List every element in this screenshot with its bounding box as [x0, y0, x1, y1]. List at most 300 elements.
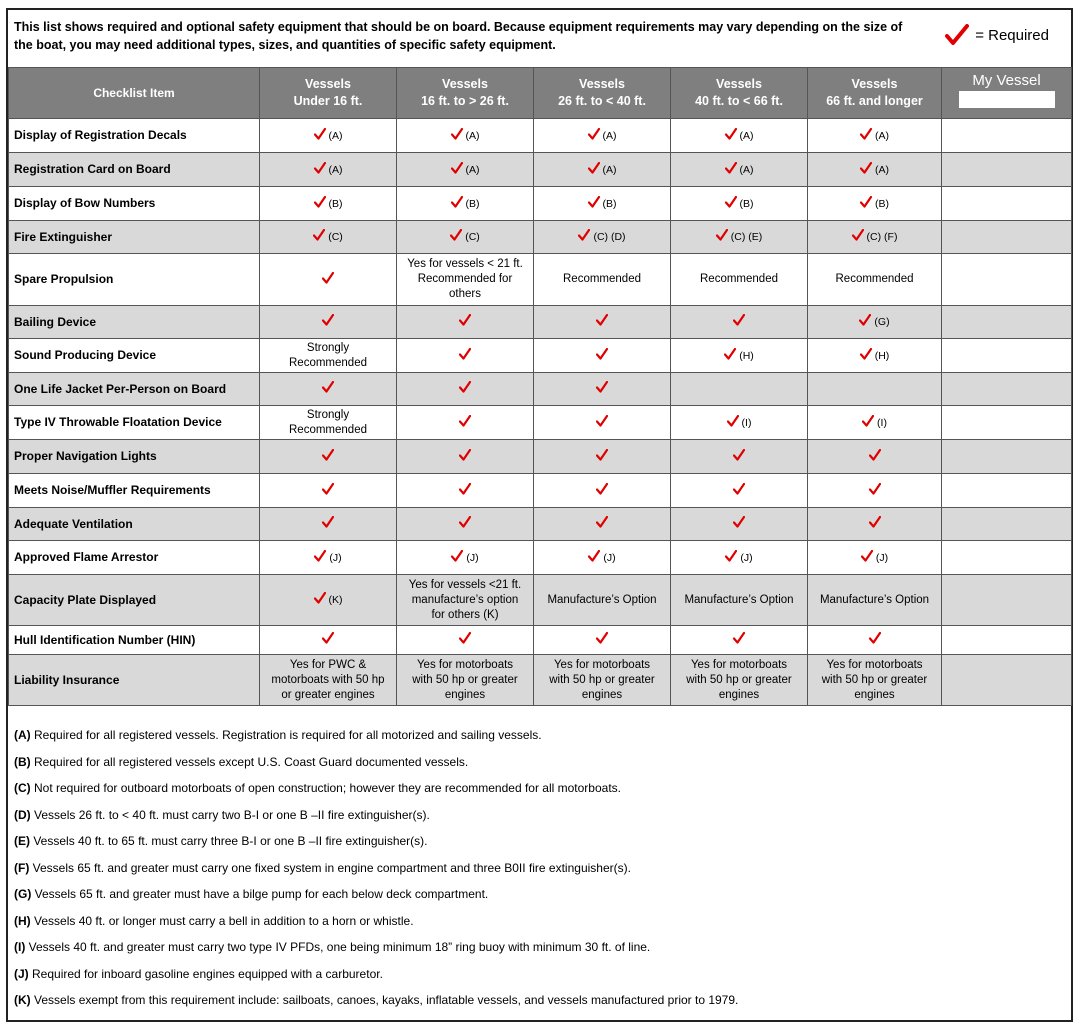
cell-text-line: for others (K)	[431, 608, 499, 621]
table-row	[9, 541, 1072, 575]
cell-text-line: Recommended	[700, 273, 778, 285]
requirement-cell	[671, 541, 808, 575]
check-icon	[314, 592, 326, 604]
note-ref: (H)	[874, 349, 890, 362]
my-vessel-cell[interactable]	[942, 541, 1072, 575]
requirement-cell	[808, 254, 942, 306]
note-ref: (C) (D)	[593, 231, 626, 243]
requirement-cell	[671, 508, 808, 541]
my-vessel-cell[interactable]	[942, 153, 1072, 187]
requirement-cell	[808, 474, 942, 508]
requirement-cell	[260, 541, 397, 575]
requirement-cell	[260, 406, 397, 440]
check-icon	[861, 550, 873, 562]
cell-text-line: others	[449, 288, 481, 300]
cell-text-line: with 50 hp or greater	[686, 673, 792, 686]
note-ref: (B)	[739, 197, 754, 210]
check-icon	[852, 229, 864, 241]
my-vessel-input[interactable]	[959, 91, 1055, 108]
requirement-cell	[534, 440, 671, 474]
cell-text-line: Recommended	[563, 273, 641, 285]
footnote-text: Required for inboard gasoline engines equipped with a carburetor.	[28, 966, 383, 981]
footnote-key: (C)	[14, 781, 31, 795]
requirement-cell	[671, 221, 808, 254]
cell-text-line: engines	[581, 688, 623, 701]
checklist-item: Spare Propulsion	[9, 254, 260, 306]
cell-text-line: Yes for vessels <21 ft.	[408, 578, 522, 591]
footnote	[14, 775, 738, 802]
check-icon	[451, 162, 463, 174]
note-ref: (A)	[602, 129, 617, 142]
my-vessel-cell[interactable]	[942, 306, 1072, 339]
intro-text: This list shows required and optional safety equipment that should be on board. Because equipment requirements may vary depending on the size of the boat, you may need additional types, sizes, and quantities of specific safety equipment.	[14, 20, 903, 52]
note-ref: (B)	[328, 197, 343, 210]
requirement-cell	[260, 254, 397, 306]
footnote	[14, 987, 738, 1014]
requirement-cell	[397, 575, 534, 626]
requirement-cell	[808, 406, 942, 440]
table-row	[9, 406, 1072, 440]
requirement-cell	[808, 626, 942, 655]
note-ref: (A)	[875, 129, 889, 142]
cell-text-line: Strongly	[306, 408, 350, 421]
footnote-key: (K)	[14, 993, 31, 1007]
footnote-text: Vessels exempt from this requirement include: sailboats, canoes, kayaks, inflatable vessels, and vessels manufactured prior to 1979.	[30, 993, 739, 1007]
requirement-cell	[671, 406, 808, 440]
requirement-cell	[808, 440, 942, 474]
checklist-item: Sound Producing Device	[9, 339, 260, 373]
footnote	[14, 908, 738, 935]
cell-text-line: engines	[854, 688, 895, 701]
note-ref: (J)	[740, 551, 753, 564]
requirement-cell	[671, 187, 808, 221]
requirement-cell	[808, 541, 942, 575]
checklist-item: Display of Bow Numbers	[9, 187, 260, 221]
footnote-text: Not required for outboard motorboats of open construction; however they are recommended for all motorboats.	[30, 781, 621, 795]
requirement-cell	[260, 655, 397, 706]
requirement-cell	[260, 508, 397, 541]
footnote-text: Vessels 26 ft. to < 40 ft. must carry two B-I or one B –II fire extinguisher(s).	[30, 807, 430, 822]
cell-text-line: Recommended	[289, 423, 367, 436]
cell-text-line: Manufacture’s Option	[547, 593, 657, 606]
check-icon	[725, 128, 737, 140]
requirement-cell	[397, 187, 534, 221]
note-ref: (H)	[739, 349, 754, 362]
check-icon	[733, 449, 745, 461]
check-icon	[322, 381, 334, 393]
header-row	[9, 68, 1072, 119]
check-icon	[860, 348, 872, 360]
requirement-cell	[260, 626, 397, 655]
footnote-text: Vessels 40 ft. to 65 ft. must carry three B-I or one B –II fire extinguisher(s).	[30, 834, 428, 848]
checklist-table	[8, 67, 1072, 706]
note-ref: (C) (F)	[866, 231, 898, 243]
footnote-key: (I)	[14, 940, 26, 954]
checklist-item: Hull Identification Number (HIN)	[9, 626, 260, 655]
legend	[945, 24, 1049, 46]
requirement-cell	[534, 187, 671, 221]
check-icon	[869, 632, 881, 644]
check-icon	[451, 550, 463, 562]
footnote-key: (A)	[14, 728, 31, 742]
table-row	[9, 221, 1072, 254]
requirement-cell	[808, 339, 942, 373]
my-vessel-cell[interactable]	[942, 187, 1072, 221]
requirement-cell	[397, 626, 534, 655]
check-icon	[733, 483, 745, 495]
check-icon	[859, 314, 871, 326]
check-icon	[727, 415, 739, 427]
requirement-cell	[671, 474, 808, 508]
footnote	[14, 802, 738, 829]
requirement-cell	[671, 575, 808, 626]
note-ref: (C) (E)	[730, 231, 763, 243]
my-vessel-cell[interactable]	[942, 440, 1072, 474]
table-row	[9, 306, 1072, 339]
cell-text-line: with 50 hp or greater	[821, 673, 928, 686]
check-icon	[733, 314, 745, 326]
check-icon	[733, 632, 745, 644]
check-icon	[578, 229, 590, 241]
footnote-text: Vessels 40 ft. or longer must carry a bell in addition to a horn or whistle.	[30, 913, 414, 928]
footnote-key: (E)	[14, 834, 30, 848]
requirement-cell	[397, 373, 534, 406]
requirement-cell	[808, 119, 942, 153]
footnote	[14, 722, 738, 749]
check-icon	[860, 162, 872, 174]
check-icon	[869, 449, 881, 461]
requirement-cell	[671, 339, 808, 373]
requirement-cell	[808, 373, 942, 406]
check-icon	[596, 381, 608, 393]
header-col-5: Vessels 66 ft. and longer	[808, 68, 942, 119]
check-icon	[322, 314, 334, 326]
my-vessel-cell[interactable]	[942, 508, 1072, 541]
note-ref: (C)	[465, 231, 480, 243]
footnotes	[14, 722, 738, 1014]
table-row	[9, 508, 1072, 541]
table-row	[9, 626, 1072, 655]
note-ref: (A)	[328, 129, 343, 142]
note-ref: (J)	[466, 551, 479, 564]
note-ref: (I)	[741, 416, 752, 429]
cell-text-line: engines	[444, 688, 486, 701]
footnote-text: Vessels 40 ft. and greater must carry two type IV PFDs, one being minimum 18” ring buoy with minimum 30 ft. of line.	[25, 940, 651, 954]
my-vessel-cell[interactable]	[942, 575, 1072, 626]
check-icon	[596, 314, 608, 326]
requirement-cell	[534, 406, 671, 440]
requirement-cell	[534, 221, 671, 254]
check-icon	[588, 550, 600, 562]
checklist-item: Meets Noise/Muffler Requirements	[9, 474, 260, 508]
requirement-cell	[397, 221, 534, 254]
check-icon	[588, 128, 600, 140]
requirement-cell	[808, 221, 942, 254]
footnote-key: (F)	[14, 860, 30, 875]
check-icon	[724, 348, 736, 360]
checklist-item: Adequate Ventilation	[9, 508, 260, 541]
requirement-cell	[534, 655, 671, 706]
cell-text-line: Manufacture’s Option	[684, 593, 794, 606]
check-icon	[596, 483, 608, 495]
header-col-1: Vessels Under 16 ft.	[260, 68, 397, 119]
check-icon	[733, 516, 745, 528]
requirement-cell	[397, 655, 534, 706]
requirement-cell	[534, 254, 671, 306]
requirement-cell	[260, 339, 397, 373]
requirement-cell	[260, 575, 397, 626]
table-row	[9, 119, 1072, 153]
check-icon	[314, 196, 326, 208]
requirement-cell	[534, 575, 671, 626]
check-icon	[459, 381, 471, 393]
my-vessel-cell[interactable]	[942, 474, 1072, 508]
requirement-cell	[534, 153, 671, 187]
table-row	[9, 254, 1072, 306]
footnote-key: (G)	[14, 887, 32, 901]
check-icon	[450, 229, 462, 241]
note-ref: (A)	[602, 163, 617, 176]
header-my-vessel: My Vessel	[942, 68, 1072, 119]
note-ref: (A)	[739, 163, 754, 176]
requirement-cell	[534, 541, 671, 575]
footnote	[14, 961, 738, 988]
requirement-cell	[397, 406, 534, 440]
my-vessel-cell[interactable]	[942, 373, 1072, 406]
check-icon	[596, 348, 608, 360]
check-icon	[322, 449, 334, 461]
checklist-item: Display of Registration Decals	[9, 119, 260, 153]
cell-text-line: with 50 hp or greater	[412, 673, 518, 686]
requirement-cell	[534, 508, 671, 541]
cell-text-line: Recommended for	[417, 273, 513, 285]
check-icon	[945, 24, 969, 46]
requirement-cell	[808, 153, 942, 187]
requirement-cell	[808, 575, 942, 626]
table-row	[9, 575, 1072, 626]
my-vessel-cell[interactable]	[942, 626, 1072, 655]
check-icon	[459, 483, 471, 495]
check-icon	[451, 128, 463, 140]
requirement-cell	[671, 626, 808, 655]
checklist-item: Registration Card on Board	[9, 153, 260, 187]
check-icon	[860, 128, 872, 140]
requirement-cell	[397, 153, 534, 187]
checklist-item: Fire Extinguisher	[9, 221, 260, 254]
table-row	[9, 339, 1072, 373]
requirement-cell	[534, 474, 671, 508]
check-icon	[459, 348, 471, 360]
footnote-key: (B)	[14, 754, 31, 769]
check-icon	[322, 483, 334, 495]
cell-text-line: Recommended	[289, 356, 367, 369]
note-ref: (B)	[602, 197, 617, 210]
requirement-cell	[260, 306, 397, 339]
cell-text-line: with 50 hp or greater	[549, 673, 655, 686]
check-icon	[322, 632, 334, 644]
note-ref: (J)	[329, 551, 342, 564]
requirement-cell	[260, 221, 397, 254]
cell-text-line: Yes for motorboats	[416, 658, 514, 671]
requirement-cell	[671, 119, 808, 153]
table-row	[9, 655, 1072, 706]
requirement-cell	[671, 655, 808, 706]
footnote-text: Required for all registered vessels except U.S. Coast Guard documented vessels.	[30, 754, 469, 769]
check-icon	[588, 162, 600, 174]
note-ref: (B)	[465, 197, 480, 210]
checklist-item: Approved Flame Arrestor	[9, 541, 260, 575]
check-icon	[725, 196, 737, 208]
footnote-key: (H)	[14, 913, 31, 928]
check-icon	[869, 516, 881, 528]
check-icon	[596, 415, 608, 427]
checklist-frame	[6, 8, 1073, 1022]
cell-text-line: Yes for PWC &	[289, 658, 367, 671]
requirement-cell	[397, 306, 534, 339]
check-icon	[322, 516, 334, 528]
requirement-cell	[260, 440, 397, 474]
requirement-cell	[397, 508, 534, 541]
check-icon	[596, 449, 608, 461]
checklist-item: Capacity Plate Displayed	[9, 575, 260, 626]
check-icon	[869, 483, 881, 495]
checklist-body	[9, 119, 1072, 706]
requirement-cell	[260, 119, 397, 153]
footnote	[14, 855, 738, 882]
check-icon	[314, 162, 326, 174]
note-ref: (K)	[328, 594, 343, 606]
requirement-cell	[534, 306, 671, 339]
requirement-cell	[534, 626, 671, 655]
note-ref: (C)	[328, 231, 343, 243]
requirement-cell	[671, 153, 808, 187]
requirement-cell	[671, 440, 808, 474]
requirement-cell	[260, 187, 397, 221]
cell-text-line: Yes for vessels < 21 ft.	[407, 258, 523, 270]
check-icon	[459, 516, 471, 528]
my-vessel-cell[interactable]	[942, 406, 1072, 440]
my-vessel-cell[interactable]	[942, 655, 1072, 706]
check-icon	[596, 516, 608, 528]
note-ref: (J)	[875, 551, 889, 564]
check-icon	[459, 314, 471, 326]
table-row	[9, 474, 1072, 508]
note-ref: (A)	[465, 163, 480, 176]
cell-text-line: or greater engines	[281, 688, 375, 701]
cell-text-line: manufacture’s option	[411, 593, 519, 606]
checklist-item: Bailing Device	[9, 306, 260, 339]
cell-text-line: Manufacture’s Option	[819, 593, 930, 606]
requirement-cell	[397, 119, 534, 153]
footnote	[14, 934, 738, 961]
check-icon	[459, 415, 471, 427]
requirement-cell	[397, 541, 534, 575]
my-vessel-cell[interactable]	[942, 119, 1072, 153]
requirement-cell	[808, 655, 942, 706]
requirement-cell	[397, 440, 534, 474]
footnote	[14, 749, 738, 776]
my-vessel-cell[interactable]	[942, 254, 1072, 306]
cell-text-line: Strongly	[306, 341, 350, 354]
requirement-cell	[260, 474, 397, 508]
table-row	[9, 440, 1072, 474]
check-icon	[860, 196, 872, 208]
requirement-cell	[260, 373, 397, 406]
requirement-cell	[671, 254, 808, 306]
cell-text-line: motorboats with 50 hp	[271, 673, 385, 686]
checklist-item: Type IV Throwable Floatation Device	[9, 406, 260, 440]
checklist-item: Liability Insurance	[9, 655, 260, 706]
header-checklist-item: Checklist Item	[9, 68, 260, 119]
footnote	[14, 881, 738, 908]
requirement-cell	[808, 306, 942, 339]
check-icon	[314, 550, 326, 562]
my-vessel-cell[interactable]	[942, 339, 1072, 373]
cell-text-line: Yes for motorboats	[553, 658, 651, 671]
legend-label: = Required	[975, 26, 1049, 44]
note-ref: (A)	[328, 163, 343, 176]
requirement-cell	[671, 306, 808, 339]
requirement-cell	[397, 474, 534, 508]
footnote-text: Required for all registered vessels. Registration is required for all motorized and sailing vessels.	[30, 728, 542, 742]
check-icon	[862, 415, 874, 427]
check-icon	[451, 196, 463, 208]
note-ref: (G)	[874, 316, 890, 328]
requirement-cell	[808, 508, 942, 541]
requirement-cell	[671, 373, 808, 406]
footnote-text: Vessels 65 ft. and greater must have a bilge pump for each below deck compartment.	[31, 887, 489, 901]
requirement-cell	[534, 119, 671, 153]
check-icon	[459, 449, 471, 461]
header-col-4: Vessels 40 ft. to < 66 ft.	[671, 68, 808, 119]
checklist-item: One Life Jacket Per-Person on Board	[9, 373, 260, 406]
cell-text-line: Recommended	[835, 273, 914, 285]
requirement-cell	[397, 254, 534, 306]
requirement-cell	[260, 153, 397, 187]
checklist-item: Proper Navigation Lights	[9, 440, 260, 474]
table-row	[9, 373, 1072, 406]
requirement-cell	[808, 187, 942, 221]
footnote-key: (J)	[14, 966, 29, 981]
cell-text-line: engines	[718, 688, 760, 701]
cell-text-line: Yes for motorboats	[826, 658, 923, 671]
note-ref: (I)	[877, 416, 887, 429]
header-col-2: Vessels 16 ft. to > 26 ft.	[397, 68, 534, 119]
table-row	[9, 153, 1072, 187]
note-ref: (J)	[603, 551, 616, 564]
requirement-cell	[397, 339, 534, 373]
footnote-key: (D)	[14, 807, 31, 822]
note-ref: (A)	[739, 129, 754, 142]
my-vessel-cell[interactable]	[942, 221, 1072, 254]
requirement-cell	[534, 373, 671, 406]
check-icon	[725, 550, 737, 562]
check-icon	[314, 128, 326, 140]
note-ref: (A)	[875, 163, 889, 176]
cell-text-line: Yes for motorboats	[690, 658, 788, 671]
requirement-cell	[534, 339, 671, 373]
check-icon	[322, 272, 334, 284]
note-ref: (A)	[465, 129, 480, 142]
header-col-3: Vessels 26 ft. to < 40 ft.	[534, 68, 671, 119]
check-icon	[459, 632, 471, 644]
footnote	[14, 828, 738, 855]
check-icon	[716, 229, 728, 241]
note-ref: (B)	[875, 197, 889, 210]
check-icon	[588, 196, 600, 208]
check-icon	[725, 162, 737, 174]
check-icon	[596, 632, 608, 644]
